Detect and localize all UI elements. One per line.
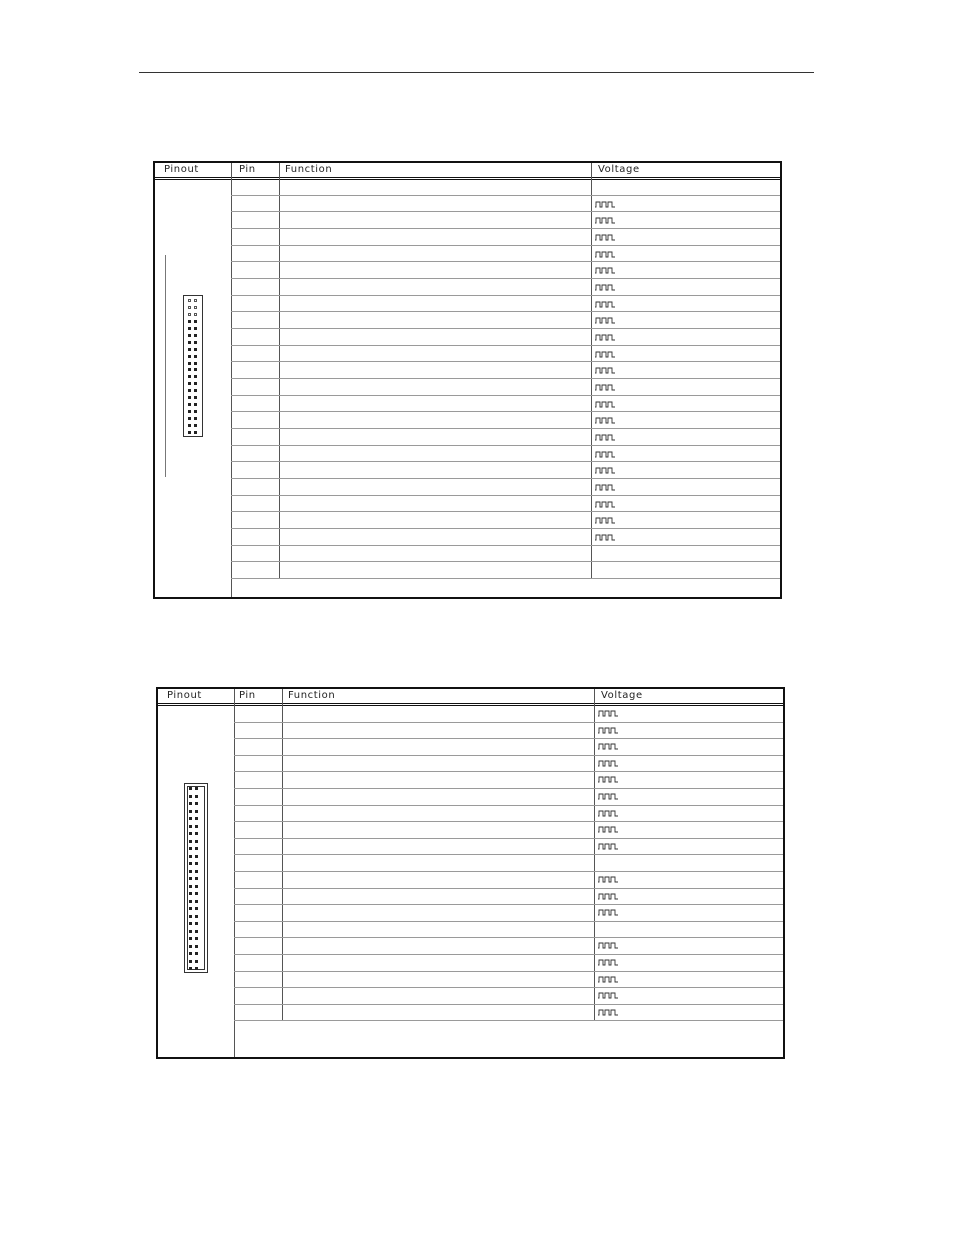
- pulse-signal-icon: [598, 876, 618, 883]
- pin-voltage: [598, 939, 624, 952]
- pulse-signal-icon: [595, 217, 615, 224]
- p2-pinout-table: [156, 687, 785, 1059]
- pin-dot: [188, 410, 191, 413]
- pin-voltage: [595, 398, 621, 411]
- table-row: [234, 922, 783, 939]
- pin-dot: [194, 334, 197, 337]
- connector-diagram: [158, 689, 234, 1057]
- table-row: [234, 905, 783, 922]
- table-row: [234, 938, 783, 955]
- pulse-signal-icon: [598, 909, 618, 916]
- table-row: [231, 296, 780, 313]
- pin-dot: [194, 389, 197, 392]
- pin-voltage: [598, 773, 624, 786]
- pin-dot: [195, 825, 198, 828]
- pin-dot: [195, 930, 198, 933]
- pin-dot: [189, 900, 192, 903]
- pin-voltage: [598, 790, 624, 803]
- pulse-signal-icon: [598, 843, 618, 850]
- pulse-signal-icon: [595, 301, 615, 308]
- pin-dot: [189, 915, 192, 918]
- pin-dot: [194, 368, 197, 371]
- pin-dot: [188, 320, 191, 323]
- table-row: [231, 212, 780, 229]
- pin-dot: [194, 362, 197, 365]
- table-row: [231, 429, 780, 446]
- pulse-signal-icon: [598, 959, 618, 966]
- pin-voltage: [595, 314, 621, 327]
- pin-dot: [195, 960, 198, 963]
- pin-voltage: [598, 823, 624, 836]
- pulse-signal-icon: [595, 467, 615, 474]
- pulse-signal-icon: [595, 267, 615, 274]
- pin-dot: [195, 900, 198, 903]
- pin-dot: [189, 937, 192, 940]
- pin-dot: [188, 431, 191, 434]
- table-row: [231, 229, 780, 246]
- pin-dot: [194, 313, 197, 316]
- pin-voltage: [598, 890, 624, 903]
- table-row: [231, 246, 780, 263]
- pin-dot: [189, 907, 192, 910]
- table-row: [234, 806, 783, 823]
- pulse-signal-icon: [595, 417, 615, 424]
- pin-dot: [188, 299, 191, 302]
- pin-dot: [188, 313, 191, 316]
- pulse-signal-icon: [595, 534, 615, 541]
- pin-dot: [195, 877, 198, 880]
- pin-voltage: [598, 906, 624, 919]
- pin-voltage: [598, 973, 624, 986]
- pin-dot: [194, 382, 197, 385]
- pulse-signal-icon: [595, 401, 615, 408]
- pin-dot: [189, 922, 192, 925]
- pin-dot: [189, 832, 192, 835]
- pin-dot: [194, 424, 197, 427]
- pin-dot: [189, 787, 192, 790]
- pin-voltage: [595, 464, 621, 477]
- pulse-signal-icon: [595, 434, 615, 441]
- table-row: [234, 872, 783, 889]
- pin-dot: [194, 299, 197, 302]
- header-pinout: Pinout: [164, 164, 199, 175]
- table-row: [231, 446, 780, 463]
- pin-voltage: [598, 707, 624, 720]
- pin-dot: [194, 355, 197, 358]
- pin-dot: [188, 348, 191, 351]
- table-row: [231, 279, 780, 296]
- pin-dot: [195, 915, 198, 918]
- pin-dot: [194, 327, 197, 330]
- pulse-signal-icon: [598, 893, 618, 900]
- table-row: [234, 988, 783, 1005]
- table-row: [234, 706, 783, 723]
- table-row: [231, 479, 780, 496]
- pin-voltage: [598, 724, 624, 737]
- table-row: [231, 496, 780, 513]
- pin-voltage: [595, 281, 621, 294]
- pin-dot: [194, 341, 197, 344]
- pin-dot: [188, 382, 191, 385]
- pin-voltage: [595, 414, 621, 427]
- table-row: [234, 822, 783, 839]
- pin-voltage: [595, 364, 621, 377]
- pulse-signal-icon: [595, 317, 615, 324]
- pulse-signal-icon: [598, 793, 618, 800]
- table-row: [234, 889, 783, 906]
- pulse-signal-icon: [598, 826, 618, 833]
- pin-dot: [188, 389, 191, 392]
- pulse-signal-icon: [595, 251, 615, 258]
- pin-voltage: [598, 840, 624, 853]
- pin-dot: [189, 847, 192, 850]
- pin-voltage: [595, 514, 621, 527]
- pin-dot: [189, 855, 192, 858]
- header-function: Function: [288, 690, 336, 701]
- pin-dot: [189, 945, 192, 948]
- pin-dot: [189, 840, 192, 843]
- pin-dot: [195, 810, 198, 813]
- table-row: [231, 562, 780, 579]
- pin-dot: [188, 341, 191, 344]
- pin-dot: [195, 892, 198, 895]
- pin-dot: [188, 334, 191, 337]
- pulse-signal-icon: [595, 334, 615, 341]
- table-row: [234, 739, 783, 756]
- table-row: [231, 396, 780, 413]
- pin-dot: [195, 847, 198, 850]
- pulse-signal-icon: [598, 743, 618, 750]
- table-row: [234, 789, 783, 806]
- pin-dot: [194, 417, 197, 420]
- table-row: [231, 529, 780, 546]
- table-row: [231, 462, 780, 479]
- table-row: [231, 362, 780, 379]
- header-pin: Pin: [239, 164, 256, 175]
- pin-dot: [195, 787, 198, 790]
- table-row: [231, 512, 780, 529]
- pin-voltage: [598, 873, 624, 886]
- header-voltage: Voltage: [598, 164, 640, 175]
- pin-dot: [195, 937, 198, 940]
- pin-dot: [189, 870, 192, 873]
- pulse-signal-icon: [595, 501, 615, 508]
- table-row: [234, 1005, 783, 1022]
- pin-dot: [189, 862, 192, 865]
- pin-dot: [195, 817, 198, 820]
- pin-dot: [188, 327, 191, 330]
- pin-dot: [195, 840, 198, 843]
- pulse-signal-icon: [595, 201, 615, 208]
- table-row: [234, 723, 783, 740]
- pin-dot: [189, 802, 192, 805]
- pulse-signal-icon: [598, 1009, 618, 1016]
- footer-divider: [234, 1020, 783, 1021]
- pin-dot: [188, 368, 191, 371]
- table-row: [234, 756, 783, 773]
- pin-dot: [194, 375, 197, 378]
- table-row: [234, 855, 783, 872]
- pulse-signal-icon: [595, 367, 615, 374]
- header-rule: [139, 72, 814, 73]
- table-row: [231, 196, 780, 213]
- pulse-signal-icon: [595, 384, 615, 391]
- pin-voltage: [595, 248, 621, 261]
- pin-voltage: [595, 264, 621, 277]
- pin-dot: [194, 431, 197, 434]
- pulse-signal-icon: [595, 517, 615, 524]
- table-row: [231, 312, 780, 329]
- pin-dot: [189, 825, 192, 828]
- pin-dot: [189, 885, 192, 888]
- pin-voltage: [595, 531, 621, 544]
- pin-dot: [189, 817, 192, 820]
- pin-dot: [194, 348, 197, 351]
- pin-voltage: [595, 348, 621, 361]
- pin-dot: [195, 862, 198, 865]
- pin-dot: [188, 424, 191, 427]
- pcb-edge-line: [165, 255, 166, 477]
- table-row: [231, 262, 780, 279]
- pin-dot: [189, 952, 192, 955]
- pin-dot: [195, 967, 198, 970]
- pin-dot: [189, 967, 192, 970]
- pin-dot: [195, 885, 198, 888]
- pulse-signal-icon: [598, 760, 618, 767]
- pin-dot: [194, 320, 197, 323]
- pin-dot: [189, 877, 192, 880]
- connector-body: [183, 295, 203, 437]
- pulse-signal-icon: [595, 451, 615, 458]
- pin-dot: [195, 907, 198, 910]
- pin-dot: [189, 795, 192, 798]
- pin-dot: [194, 403, 197, 406]
- pin-dot: [194, 396, 197, 399]
- pin-voltage: [598, 1006, 624, 1019]
- pulse-signal-icon: [598, 727, 618, 734]
- table-row: [234, 955, 783, 972]
- footer-divider: [231, 578, 780, 579]
- header-voltage: Voltage: [601, 690, 643, 701]
- header-function: Function: [285, 164, 333, 175]
- pin-dot: [195, 922, 198, 925]
- pin-voltage: [595, 231, 621, 244]
- pin-dot: [189, 810, 192, 813]
- table-row: [231, 379, 780, 396]
- header-pin: Pin: [239, 690, 256, 701]
- table-row: [231, 329, 780, 346]
- pin-voltage: [598, 757, 624, 770]
- pin-voltage: [595, 198, 621, 211]
- pin-voltage: [598, 989, 624, 1002]
- table-row: [231, 179, 780, 196]
- pin-dot: [188, 355, 191, 358]
- pulse-signal-icon: [598, 976, 618, 983]
- pin-voltage: [595, 481, 621, 494]
- pin-dot: [195, 945, 198, 948]
- pin-dot: [189, 930, 192, 933]
- pin-dot: [195, 952, 198, 955]
- pulse-signal-icon: [595, 234, 615, 241]
- pulse-signal-icon: [598, 992, 618, 999]
- pin-dot: [188, 306, 191, 309]
- pin-dot: [195, 870, 198, 873]
- table-row: [234, 772, 783, 789]
- pin-dot: [195, 855, 198, 858]
- pin-dot: [188, 403, 191, 406]
- pin-voltage: [595, 431, 621, 444]
- pin-voltage: [595, 298, 621, 311]
- pin-dot: [194, 306, 197, 309]
- table-row: [231, 412, 780, 429]
- pulse-signal-icon: [598, 776, 618, 783]
- pin-voltage: [595, 448, 621, 461]
- table-row: [231, 546, 780, 563]
- pulse-signal-icon: [595, 484, 615, 491]
- table-row: [234, 972, 783, 989]
- header-pinout: Pinout: [167, 690, 202, 701]
- table-row: [231, 346, 780, 363]
- pin-voltage: [595, 381, 621, 394]
- pin-dot: [188, 362, 191, 365]
- pin-dot: [188, 396, 191, 399]
- pin-voltage: [598, 807, 624, 820]
- table-row: [234, 839, 783, 856]
- pin-dot: [195, 802, 198, 805]
- pin-dot: [194, 410, 197, 413]
- pin-dot: [195, 795, 198, 798]
- pin-voltage: [595, 214, 621, 227]
- pin-voltage: [598, 956, 624, 969]
- pulse-signal-icon: [595, 284, 615, 291]
- pin-dot: [188, 375, 191, 378]
- pin-voltage: [595, 498, 621, 511]
- pulse-signal-icon: [598, 810, 618, 817]
- pin-dot: [189, 960, 192, 963]
- pulse-signal-icon: [598, 710, 618, 717]
- p1-pinout-table: [153, 161, 782, 599]
- pin-dot: [188, 417, 191, 420]
- pin-dot: [195, 832, 198, 835]
- pin-voltage: [595, 331, 621, 344]
- pulse-signal-icon: [595, 351, 615, 358]
- pulse-signal-icon: [598, 942, 618, 949]
- connector-diagram: [155, 163, 231, 597]
- pin-dot: [189, 892, 192, 895]
- pin-voltage: [598, 740, 624, 753]
